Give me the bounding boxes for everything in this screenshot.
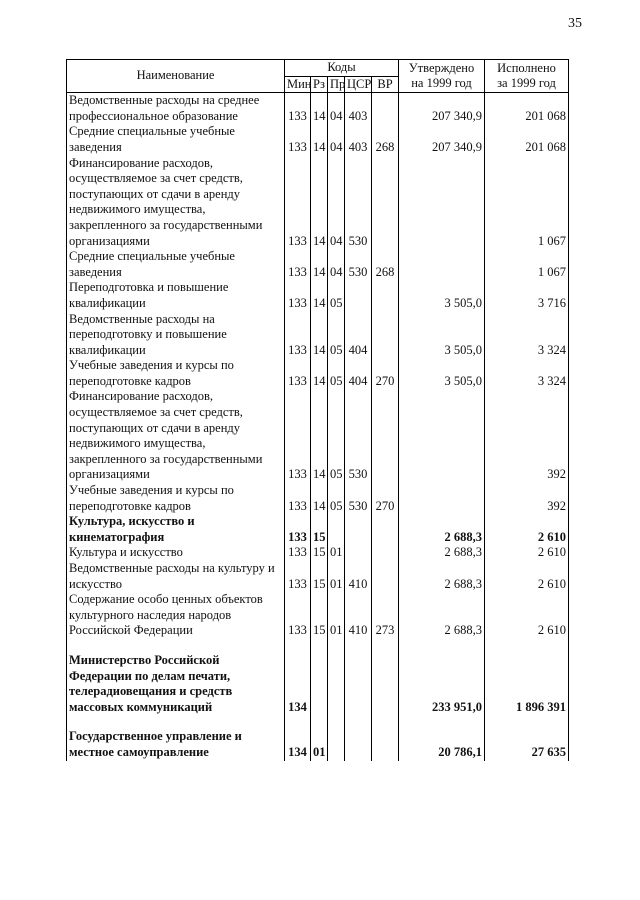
- row-csr: [345, 653, 372, 715]
- row-csr: [345, 514, 372, 545]
- row-min: 133: [285, 358, 311, 389]
- row-executed: 2 610: [485, 592, 569, 639]
- budget-table: [66, 59, 569, 761]
- row-rz: 14: [311, 389, 328, 483]
- gap-cell: [67, 715, 285, 729]
- row-csr: [345, 280, 372, 311]
- row-name: Учебные заведения и курсы по переподготовке кадров: [67, 358, 285, 389]
- gap-cell: [485, 715, 569, 729]
- row-pr: 05: [328, 280, 345, 311]
- row-pr: [328, 653, 345, 715]
- gap-cell: [485, 639, 569, 653]
- row-name: Финансирование расходов, осуществляемое за счет средств, поступающих от сдачи в аренду недвижимого имущества, закрепленного за государственными организациями: [67, 156, 285, 250]
- gap-cell: [372, 715, 399, 729]
- gap-cell: [311, 639, 328, 653]
- row-vr: 268: [372, 124, 399, 155]
- table-row: [67, 249, 569, 280]
- row-executed: 392: [485, 389, 569, 483]
- row-name: Финансирование расходов, осуществляемое за счет средств, поступающих от сдачи в аренду недвижимого имущества, закрепленного за государственными организациями: [67, 389, 285, 483]
- row-gap: [67, 715, 569, 729]
- row-approved: [399, 483, 485, 514]
- gap-cell: [345, 715, 372, 729]
- header-vr: ВР: [372, 76, 399, 93]
- row-rz: 14: [311, 483, 328, 514]
- row-pr: 04: [328, 249, 345, 280]
- row-rz: 14: [311, 249, 328, 280]
- row-csr: 404: [345, 312, 372, 359]
- row-approved: 2 688,3: [399, 561, 485, 592]
- row-executed: 1 896 391: [485, 653, 569, 715]
- table-row: [67, 280, 569, 311]
- row-min: 133: [285, 389, 311, 483]
- row-approved: [399, 249, 485, 280]
- gap-cell: [399, 715, 485, 729]
- row-executed: 3 716: [485, 280, 569, 311]
- row-min: 133: [285, 249, 311, 280]
- row-pr: 01: [328, 545, 345, 561]
- row-vr: [372, 514, 399, 545]
- row-vr: [372, 312, 399, 359]
- row-gap: [67, 639, 569, 653]
- row-rz: 14: [311, 93, 328, 125]
- row-name: Государственное управление и местное самоуправление: [67, 729, 285, 760]
- row-executed: 392: [485, 483, 569, 514]
- row-csr: 403: [345, 124, 372, 155]
- row-executed: 3 324: [485, 358, 569, 389]
- row-csr: 410: [345, 592, 372, 639]
- header-executed: [485, 60, 569, 93]
- row-executed: 1 067: [485, 156, 569, 250]
- header-csr: ЦСР: [345, 76, 372, 93]
- row-vr: [372, 561, 399, 592]
- row-rz: 14: [311, 280, 328, 311]
- row-rz: [311, 653, 328, 715]
- row-vr: 268: [372, 249, 399, 280]
- row-approved: 3 505,0: [399, 358, 485, 389]
- gap-cell: [311, 715, 328, 729]
- row-executed: 2 610: [485, 561, 569, 592]
- header-rz: Рз: [311, 76, 328, 93]
- table-row: [67, 592, 569, 639]
- row-vr: [372, 93, 399, 125]
- row-executed: 1 067: [485, 249, 569, 280]
- row-approved: 207 340,9: [399, 124, 485, 155]
- row-approved: 3 505,0: [399, 312, 485, 359]
- header-min: Мин: [285, 76, 311, 93]
- row-pr: 04: [328, 93, 345, 125]
- row-pr: [328, 729, 345, 760]
- row-pr: 05: [328, 312, 345, 359]
- header-pr: Пр: [328, 76, 345, 93]
- row-csr: 530: [345, 483, 372, 514]
- row-executed: 201 068: [485, 93, 569, 125]
- table-row: [67, 514, 569, 545]
- row-csr: 410: [345, 561, 372, 592]
- gap-cell: [285, 715, 311, 729]
- gap-cell: [328, 639, 345, 653]
- row-vr: [372, 280, 399, 311]
- header-approved-line1: Утверждено: [408, 60, 475, 75]
- table-row: [67, 124, 569, 155]
- table-row: [67, 156, 569, 250]
- row-rz: 14: [311, 312, 328, 359]
- row-pr: 04: [328, 124, 345, 155]
- row-approved: 2 688,3: [399, 514, 485, 545]
- row-csr: 530: [345, 249, 372, 280]
- row-name: Содержание особо ценных объектов культурного наследия народов Российской Федерации: [67, 592, 285, 639]
- row-name: Средние специальные учебные заведения: [67, 124, 285, 155]
- row-min: 134: [285, 729, 311, 760]
- row-rz: 15: [311, 545, 328, 561]
- row-min: 133: [285, 93, 311, 125]
- header-name: Наименование: [67, 60, 285, 93]
- row-executed: 3 324: [485, 312, 569, 359]
- table-row: [67, 561, 569, 592]
- gap-cell: [328, 715, 345, 729]
- row-pr: 01: [328, 592, 345, 639]
- row-vr: [372, 653, 399, 715]
- row-executed: 27 635: [485, 729, 569, 760]
- row-rz: 15: [311, 514, 328, 545]
- row-vr: 270: [372, 483, 399, 514]
- row-name: Средние специальные учебные заведения: [67, 249, 285, 280]
- row-vr: [372, 389, 399, 483]
- row-min: 133: [285, 156, 311, 250]
- row-pr: 05: [328, 483, 345, 514]
- row-name: Ведомственные расходы на среднее профессиональное образование: [67, 93, 285, 125]
- row-approved: 207 340,9: [399, 93, 485, 125]
- row-name: Учебные заведения и курсы по переподготовке кадров: [67, 483, 285, 514]
- table-row: [67, 358, 569, 389]
- row-approved: 2 688,3: [399, 545, 485, 561]
- page-number: 35: [568, 16, 582, 31]
- row-executed: 2 610: [485, 545, 569, 561]
- row-name: Культура, искусство и кинематография: [67, 514, 285, 545]
- row-min: 133: [285, 514, 311, 545]
- row-min: 133: [285, 561, 311, 592]
- gap-cell: [285, 639, 311, 653]
- row-approved: [399, 389, 485, 483]
- table-row: [67, 389, 569, 483]
- row-rz: 15: [311, 592, 328, 639]
- row-min: 133: [285, 483, 311, 514]
- row-min: 133: [285, 592, 311, 639]
- row-csr: [345, 729, 372, 760]
- row-csr: 530: [345, 156, 372, 250]
- row-vr: 273: [372, 592, 399, 639]
- row-csr: 403: [345, 93, 372, 125]
- row-name: Культура и искусство: [67, 545, 285, 561]
- row-csr: [345, 545, 372, 561]
- row-name: Ведомственные расходы на переподготовку и повышение квалификации: [67, 312, 285, 359]
- table-header: [67, 60, 569, 93]
- gap-cell: [372, 639, 399, 653]
- gap-cell: [399, 639, 485, 653]
- row-vr: [372, 545, 399, 561]
- row-min: 134: [285, 653, 311, 715]
- row-executed: 2 610: [485, 514, 569, 545]
- row-vr: [372, 156, 399, 250]
- row-vr: 270: [372, 358, 399, 389]
- row-pr: [328, 514, 345, 545]
- row-rz: 01: [311, 729, 328, 760]
- header-approved-line2: на 1999 год: [411, 76, 472, 91]
- header-executed-line1: Исполнено: [497, 60, 556, 75]
- header-codes: Коды: [285, 60, 399, 77]
- row-vr: [372, 729, 399, 760]
- row-rz: 15: [311, 561, 328, 592]
- row-min: 133: [285, 280, 311, 311]
- header-approved: [399, 60, 485, 93]
- row-rz: 14: [311, 156, 328, 250]
- row-min: 133: [285, 545, 311, 561]
- table-row: [67, 93, 569, 125]
- row-csr: 404: [345, 358, 372, 389]
- table-row: [67, 545, 569, 561]
- row-csr: 530: [345, 389, 372, 483]
- row-pr: 04: [328, 156, 345, 250]
- gap-cell: [67, 639, 285, 653]
- row-pr: 01: [328, 561, 345, 592]
- row-rz: 14: [311, 124, 328, 155]
- table-row: [67, 483, 569, 514]
- row-approved: [399, 156, 485, 250]
- row-min: 133: [285, 312, 311, 359]
- header-executed-line2: за 1999 год: [497, 76, 556, 91]
- table-body: [67, 93, 569, 761]
- row-approved: 20 786,1: [399, 729, 485, 760]
- row-name: Министерство Российской Федерации по делам печати, телерадиовещания и средств массовых коммуникаций: [67, 653, 285, 715]
- table-row: [67, 653, 569, 715]
- row-pr: 05: [328, 389, 345, 483]
- table-row: [67, 729, 569, 760]
- row-min: 133: [285, 124, 311, 155]
- row-approved: 2 688,3: [399, 592, 485, 639]
- row-name: Переподготовка и повышение квалификации: [67, 280, 285, 311]
- row-rz: 14: [311, 358, 328, 389]
- row-approved: 233 951,0: [399, 653, 485, 715]
- row-executed: 201 068: [485, 124, 569, 155]
- table-row: [67, 312, 569, 359]
- row-name: Ведомственные расходы на культуру и искусство: [67, 561, 285, 592]
- row-approved: 3 505,0: [399, 280, 485, 311]
- gap-cell: [345, 639, 372, 653]
- row-pr: 05: [328, 358, 345, 389]
